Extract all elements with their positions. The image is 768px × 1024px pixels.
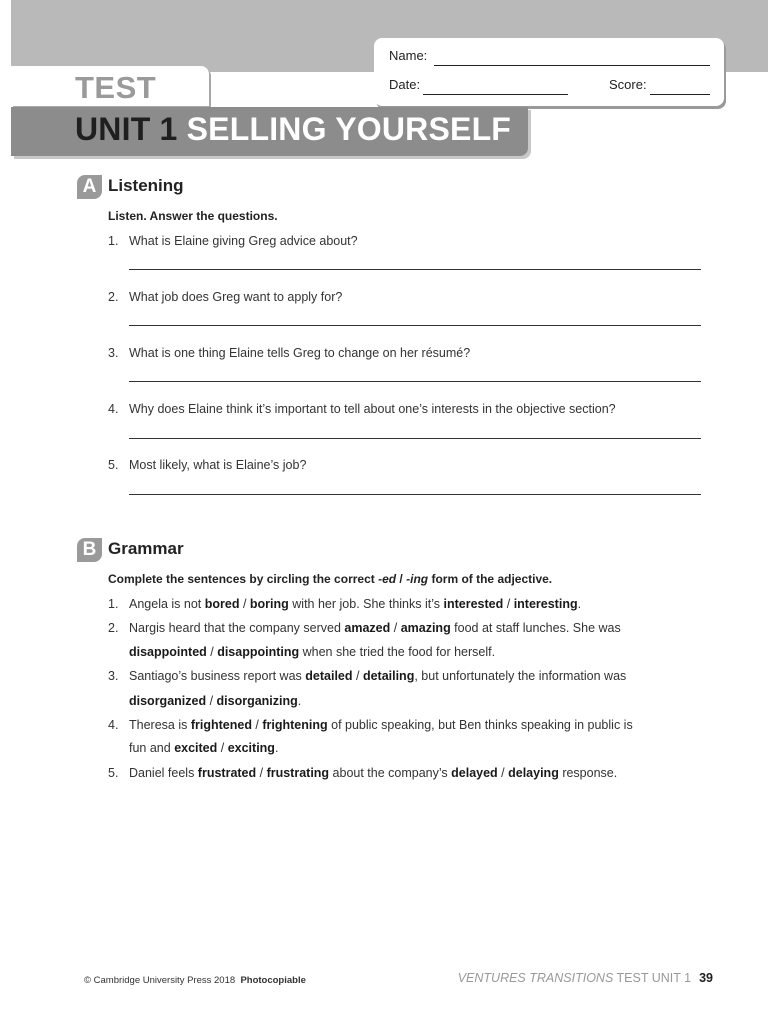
choice-interested[interactable]: interested <box>443 597 504 611</box>
photocopiable-label: Photocopiable <box>240 975 306 986</box>
answer-line-4[interactable] <box>129 438 701 439</box>
unit-name: SELLING YOURSELF <box>186 111 512 147</box>
question-1: 1. What is Elaine giving Greg advice about? <box>108 234 358 248</box>
name-label: Name: <box>389 48 428 63</box>
choice-detailed[interactable]: detailed <box>305 669 353 683</box>
series-name: VENTURES TRANSITIONS <box>457 971 614 985</box>
question-4: 4. Why does Elaine think it’s important to tell about one’s interests in the objective section? <box>108 402 616 416</box>
footer-title <box>458 971 713 985</box>
choice-detailing[interactable]: detailing <box>362 669 415 683</box>
section-b-title: Grammar <box>108 539 184 558</box>
choice-frightening[interactable]: frightening <box>262 718 328 732</box>
test-unit-label: TEST UNIT 1 <box>613 971 692 985</box>
grammar-item-4: 4. Theresa is frightened / frightening of public speaking, but Ben thinks speaking in public is <box>108 718 633 732</box>
page-number: 39 <box>699 971 713 985</box>
question-2: 2. What job does Greg want to apply for? <box>108 290 343 304</box>
name-field[interactable] <box>434 65 710 66</box>
section-b-badge: B <box>77 538 102 562</box>
section-b-instruction: Complete the sentences by circling the correct -ed / -ing form of the adjective. <box>108 572 553 586</box>
grammar-item-4-continued: fun and excited / exciting. <box>129 741 279 755</box>
test-heading: TEST <box>75 70 157 105</box>
choice-frightened[interactable]: frightened <box>190 718 252 732</box>
date-label: Date: <box>389 77 421 92</box>
section-a-instruction: Listen. Answer the questions. <box>108 209 278 223</box>
answer-line-3[interactable] <box>129 381 701 382</box>
question-3: 3. What is one thing Elaine tells Greg to change on her résumé? <box>108 346 471 360</box>
score-label: Score: <box>609 77 647 92</box>
choice-boring[interactable]: boring <box>249 597 289 611</box>
grammar-item-3: 3. Santiago’s business report was detailed / detailing, but unfortunately the information was <box>108 669 627 683</box>
answer-line-2[interactable] <box>129 325 701 326</box>
choice-exciting[interactable]: exciting <box>227 741 275 755</box>
answer-line-5[interactable] <box>129 494 701 495</box>
answer-line-1[interactable] <box>129 269 701 270</box>
date-field[interactable] <box>423 94 568 95</box>
choice-delayed[interactable]: delayed <box>451 766 498 780</box>
grammar-item-2: 2. Nargis heard that the company served amazed / amazing food at staff lunches. She was <box>108 621 621 635</box>
choice-frustrating[interactable]: frustrating <box>266 766 330 780</box>
choice-disorganizing[interactable]: disorganizing <box>216 694 298 708</box>
footer-copyright: © Cambridge University Press 2018 Photocopiable <box>84 975 306 986</box>
score-field[interactable] <box>650 94 710 95</box>
choice-frustrated[interactable]: frustrated <box>197 766 257 780</box>
grammar-item-1: 1. Angela is not bored / boring with her job. She thinks it’s interested / interesting. <box>108 597 582 611</box>
section-a-title: Listening <box>108 176 184 195</box>
choice-excited[interactable]: excited <box>174 741 218 755</box>
choice-delaying[interactable]: delaying <box>508 766 559 780</box>
choice-interesting[interactable]: interesting <box>513 597 578 611</box>
section-a-badge: A <box>77 175 102 199</box>
question-5: 5. Most likely, what is Elaine’s job? <box>108 458 307 472</box>
choice-disappointed[interactable]: disappointed <box>129 645 207 659</box>
grammar-item-2-continued: disappointed / disappointing when she tried the food for herself. <box>129 645 496 659</box>
choice-disorganized[interactable]: disorganized <box>129 694 207 708</box>
unit-number: UNIT 1 <box>75 111 178 147</box>
choice-amazed[interactable]: amazed <box>344 621 391 635</box>
grammar-item-5: 5. Daniel feels frustrated / frustrating about the company’s delayed / delaying response. <box>108 766 618 780</box>
unit-title <box>75 111 511 148</box>
choice-bored[interactable]: bored <box>204 597 240 611</box>
grammar-item-3-continued: disorganized / disorganizing. <box>129 694 302 708</box>
choice-amazing[interactable]: amazing <box>400 621 451 635</box>
choice-disappointing[interactable]: disappointing <box>217 645 300 659</box>
